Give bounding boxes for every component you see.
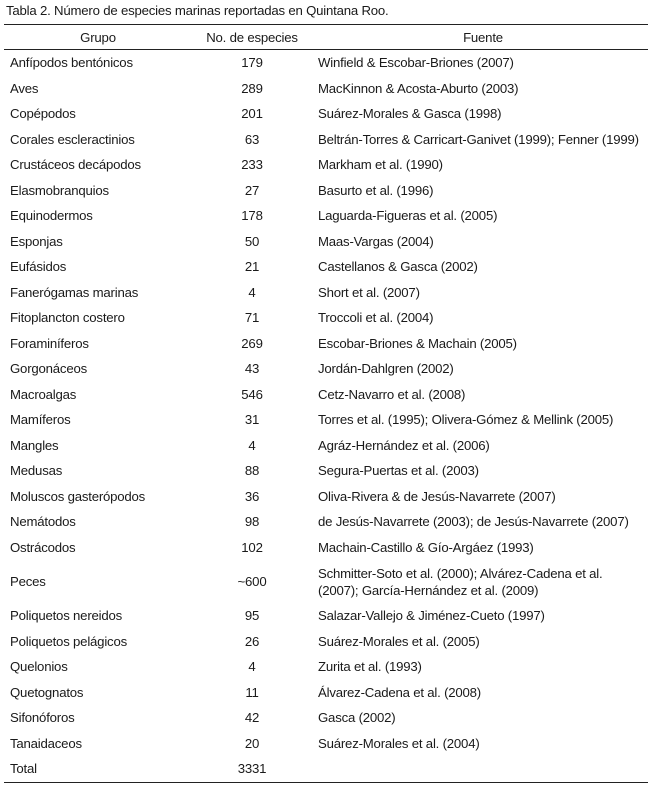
table-row: [4, 509, 648, 535]
cell-grupo: Poliquetos pelágicos: [10, 633, 127, 649]
table-row: [4, 76, 648, 102]
cell-grupo: Macroalgas: [10, 386, 77, 402]
cell-grupo: Copépodos: [10, 106, 76, 122]
cell-numero: 63: [244, 131, 260, 147]
table-caption: Tabla 2. Número de especies marinas reportadas en Quintana Roo.: [6, 3, 389, 18]
cell-numero: 21: [244, 259, 260, 275]
table-row: [4, 280, 648, 306]
cell-fuente: Zurita et al. (1993): [318, 659, 422, 675]
cell-grupo: Mangles: [10, 437, 59, 453]
cell-fuente: Beltrán-Torres & Carricart-Ganivet (1999); Fenner (1999): [318, 131, 639, 147]
cell-grupo: Nemátodos: [10, 514, 76, 530]
table-body: [4, 50, 648, 783]
cell-fuente: Suárez-Morales et al. (2004): [318, 735, 480, 751]
cell-grupo: Sifonóforos: [10, 710, 75, 726]
cell-grupo: Anfípodos bentónicos: [10, 55, 133, 71]
cell-fuente: [312, 756, 648, 782]
cell-grupo: Quetognatos: [10, 684, 84, 700]
table-row: [4, 560, 648, 603]
cell-numero: 102: [241, 539, 263, 555]
cell-fuente: Suárez-Morales et al. (2005): [318, 633, 480, 649]
cell-grupo: Crustáceos decápodos: [10, 157, 141, 173]
table-row: [4, 407, 648, 433]
header-grupo: Grupo: [80, 29, 116, 45]
cell-numero: 43: [244, 361, 260, 377]
table-row: [4, 152, 648, 178]
cell-fuente: Short et al. (2007): [318, 284, 420, 300]
cell-numero: 269: [241, 335, 263, 351]
header-no-especies: No. de especies: [206, 29, 298, 45]
cell-grupo: Moluscos gasterópodos: [10, 488, 146, 504]
cell-fuente: Agráz-Hernández et al. (2006): [318, 437, 490, 453]
table-row: [4, 382, 648, 408]
cell-fuente: Salazar-Vallejo & Jiménez-Cueto (1997): [318, 608, 545, 624]
table-row: [4, 535, 648, 561]
cell-fuente: Torres et al. (1995); Olivera-Gómez & Mellink (2005): [318, 412, 614, 428]
table-row: [4, 50, 648, 76]
cell-fuente: Escobar-Briones & Machain (2005): [318, 335, 517, 351]
table-row: [4, 731, 648, 757]
table-row: [4, 629, 648, 655]
cell-grupo: Poliquetos nereidos: [10, 608, 123, 624]
cell-numero: 233: [241, 157, 263, 173]
cell-fuente: Maas-Vargas (2004): [318, 233, 434, 249]
table-row: [4, 127, 648, 153]
cell-fuente: Jordán-Dahlgren (2002): [318, 361, 454, 377]
cell-numero: 98: [244, 514, 260, 530]
cell-fuente: Suárez-Morales & Gasca (1998): [318, 106, 502, 122]
cell-grupo: Corales escleractinios: [10, 131, 135, 147]
cell-grupo: Fitoplancton costero: [10, 310, 125, 326]
cell-fuente: Basurto et al. (1996): [318, 182, 434, 198]
cell-fuente: Schmitter-Soto et al. (2000); Alvárez-Cadena et al. (2007); García-Hernández et al. (2009): [318, 565, 603, 598]
table-row: [4, 680, 648, 706]
cell-numero: 3331: [237, 761, 267, 777]
cell-grupo: Ostrácodos: [10, 539, 76, 555]
cell-numero: 20: [244, 735, 260, 751]
cell-fuente: Laguarda-Figueras et al. (2005): [318, 208, 498, 224]
cell-numero: 71: [244, 310, 260, 326]
table-row: [4, 484, 648, 510]
cell-grupo: Total: [10, 761, 37, 777]
cell-fuente: Gasca (2002): [318, 710, 396, 726]
cell-numero: 178: [241, 208, 263, 224]
species-table: [4, 24, 648, 783]
table-row: [4, 203, 648, 229]
cell-grupo: Eufásidos: [10, 259, 67, 275]
table-row: [4, 254, 648, 280]
cell-grupo: Fanerógamas marinas: [10, 284, 139, 300]
cell-numero: 50: [244, 233, 260, 249]
cell-grupo: Mamíferos: [10, 412, 71, 428]
cell-fuente: Machain-Castillo & Gío-Argáez (1993): [318, 539, 534, 555]
header-fuente: Fuente: [463, 29, 503, 45]
cell-numero: 42: [244, 710, 260, 726]
cell-fuente: Markham et al. (1990): [318, 157, 443, 173]
cell-fuente: Segura-Puertas et al. (2003): [318, 463, 479, 479]
cell-fuente: Oliva-Rivera & de Jesús-Navarrete (2007): [318, 488, 556, 504]
table-row: [4, 433, 648, 459]
table-row: [4, 331, 648, 357]
table-row: [4, 305, 648, 331]
cell-numero: 4: [248, 437, 256, 453]
table-header-row: [4, 25, 648, 50]
cell-numero: 11: [245, 684, 259, 700]
cell-grupo: Gorgonáceos: [10, 361, 87, 377]
cell-numero: 88: [244, 463, 260, 479]
cell-grupo: Aves: [10, 80, 39, 96]
table-row: [4, 356, 648, 382]
cell-grupo: Quelonios: [10, 659, 68, 675]
cell-numero: 289: [241, 80, 263, 96]
cell-grupo: Tanaidaceos: [10, 735, 82, 751]
cell-numero: 4: [248, 284, 256, 300]
table-row: [4, 705, 648, 731]
cell-fuente: Castellanos & Gasca (2002): [318, 259, 478, 275]
table-row: [4, 603, 648, 629]
table-row: [4, 654, 648, 680]
cell-fuente: Winfield & Escobar-Briones (2007): [318, 55, 514, 71]
cell-numero: 31: [244, 412, 260, 428]
cell-grupo: Foraminíferos: [10, 335, 89, 351]
cell-fuente: Álvarez-Cadena et al. (2008): [318, 684, 481, 700]
cell-fuente: MacKinnon & Acosta-Aburto (2003): [318, 80, 519, 96]
cell-numero: 4: [248, 659, 256, 675]
total-row: [4, 756, 648, 782]
table-row: [4, 458, 648, 484]
table-row: [4, 229, 648, 255]
cell-numero: 546: [241, 386, 263, 402]
cell-numero: 201: [241, 106, 263, 122]
cell-numero: 95: [244, 608, 260, 624]
cell-fuente: de Jesús-Navarrete (2003); de Jesús-Navarrete (2007): [318, 514, 629, 530]
cell-numero: ~600: [237, 574, 267, 589]
cell-grupo: Peces: [10, 574, 46, 589]
cell-grupo: Equinodermos: [10, 208, 93, 224]
cell-grupo: Medusas: [10, 463, 63, 479]
cell-grupo: Elasmobranquios: [10, 182, 109, 198]
cell-numero: 179: [241, 55, 263, 71]
cell-numero: 27: [244, 182, 260, 198]
table-row: [4, 178, 648, 204]
cell-numero: 26: [244, 633, 260, 649]
cell-fuente: Cetz-Navarro et al. (2008): [318, 386, 466, 402]
cell-fuente: Troccoli et al. (2004): [318, 310, 434, 326]
cell-grupo: Esponjas: [10, 233, 63, 249]
cell-numero: 36: [244, 488, 260, 504]
table-row: [4, 101, 648, 127]
